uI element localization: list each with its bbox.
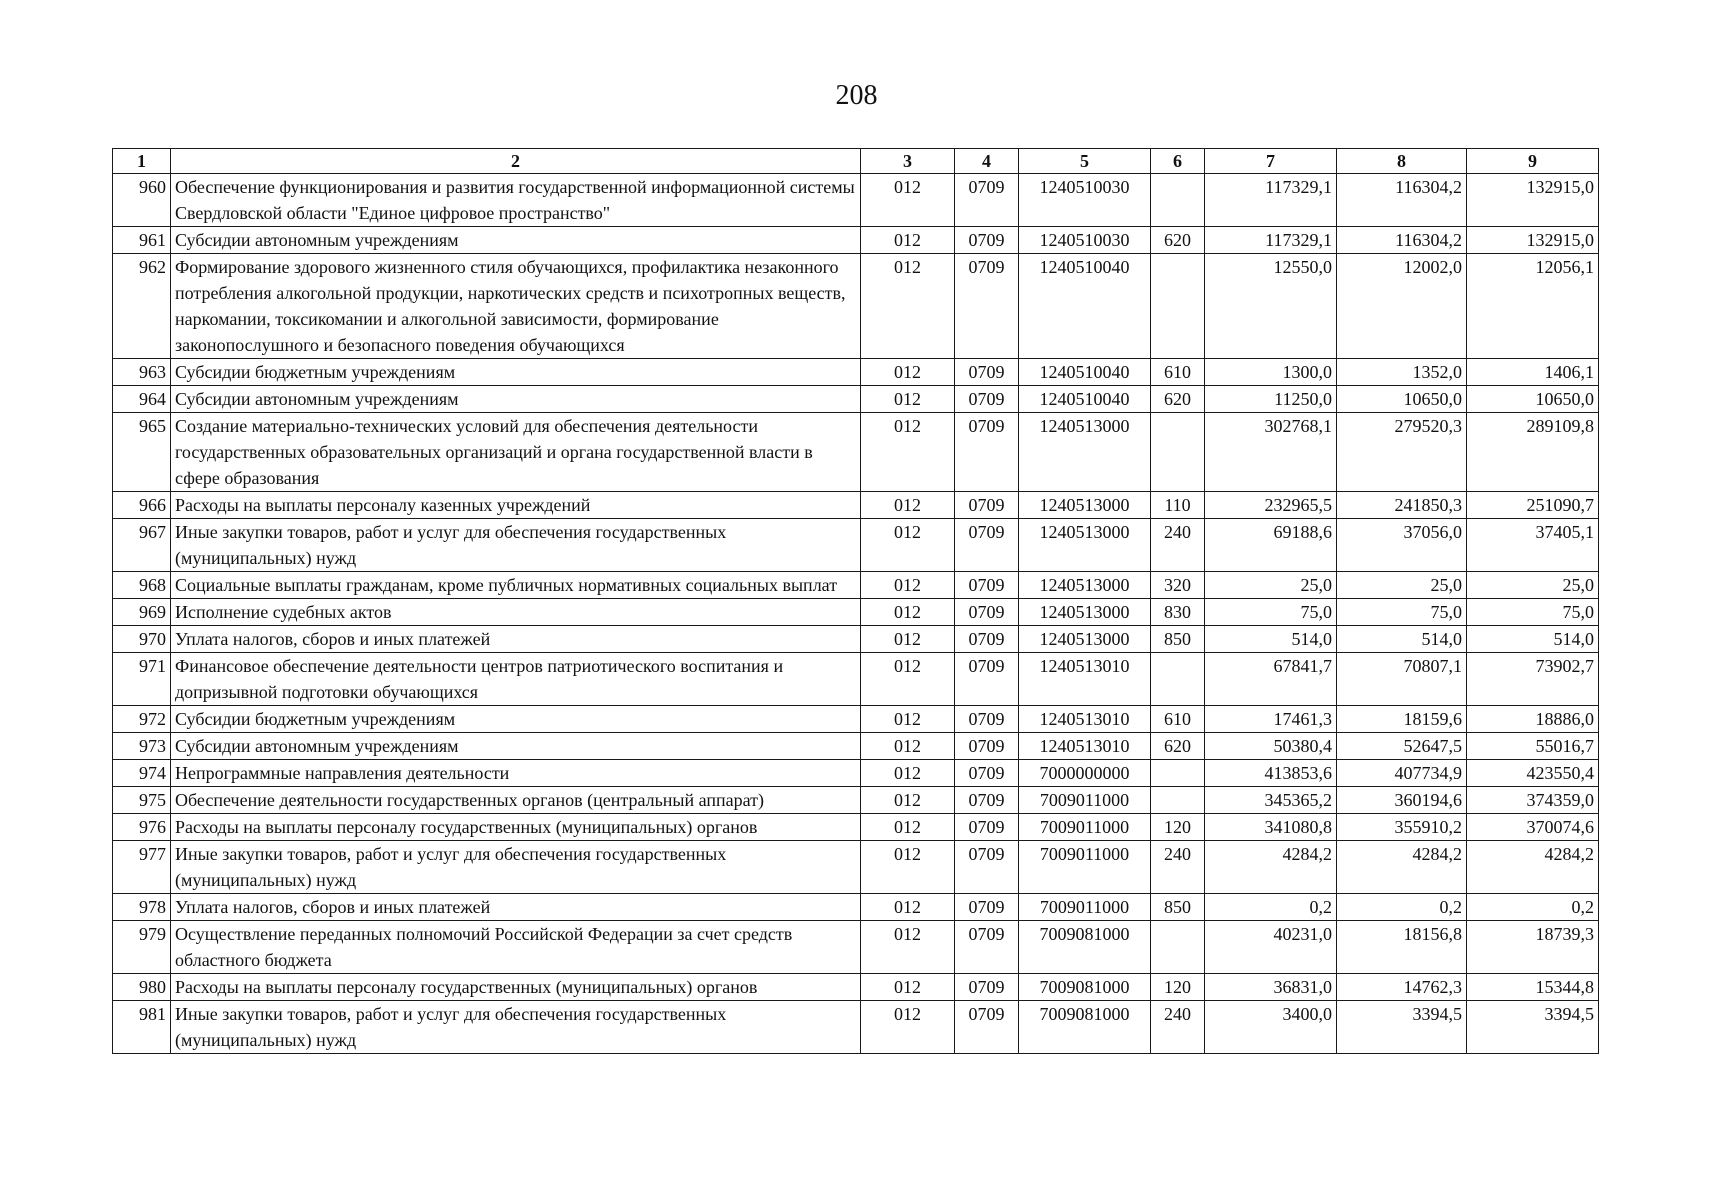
row-code-ministry: 012 [861, 814, 955, 841]
row-number: 960 [113, 174, 171, 227]
table-row [113, 359, 1599, 386]
row-code-expense-type: 110 [1151, 492, 1205, 519]
row-code-target: 1240513000 [1019, 492, 1151, 519]
row-code-target: 1240513000 [1019, 519, 1151, 572]
table-header-row [113, 149, 1599, 174]
row-amount-col7: 12550,0 [1205, 254, 1337, 359]
row-code-ministry: 012 [861, 706, 955, 733]
row-amount-col8: 241850,3 [1337, 492, 1467, 519]
row-amount-col7: 341080,8 [1205, 814, 1337, 841]
row-code-ministry: 012 [861, 760, 955, 787]
row-amount-col9: 370074,6 [1467, 814, 1599, 841]
row-amount-col9: 4284,2 [1467, 841, 1599, 894]
row-code-ministry: 012 [861, 572, 955, 599]
row-description: Субсидии бюджетным учреждениям [171, 706, 861, 733]
row-code-target: 1240513000 [1019, 626, 1151, 653]
row-description: Уплата налогов, сборов и иных платежей [171, 894, 861, 921]
row-number: 968 [113, 572, 171, 599]
table-row [113, 254, 1599, 359]
row-code-expense-type: 620 [1151, 227, 1205, 254]
row-amount-col7: 69188,6 [1205, 519, 1337, 572]
row-amount-col8: 360194,6 [1337, 787, 1467, 814]
table-row [113, 626, 1599, 653]
table-row [113, 787, 1599, 814]
row-code-section: 0709 [955, 492, 1019, 519]
row-amount-col7: 4284,2 [1205, 841, 1337, 894]
row-amount-col8: 10650,0 [1337, 386, 1467, 413]
table-row [113, 1001, 1599, 1054]
row-amount-col9: 18739,3 [1467, 921, 1599, 974]
table-row [113, 227, 1599, 254]
row-number: 969 [113, 599, 171, 626]
row-number: 973 [113, 733, 171, 760]
row-number: 974 [113, 760, 171, 787]
row-code-expense-type: 240 [1151, 841, 1205, 894]
table-row [113, 733, 1599, 760]
row-amount-col8: 18156,8 [1337, 921, 1467, 974]
row-code-ministry: 012 [861, 519, 955, 572]
row-number: 970 [113, 626, 171, 653]
row-description: Расходы на выплаты персоналу государственных (муниципальных) органов [171, 974, 861, 1001]
row-amount-col8: 407734,9 [1337, 760, 1467, 787]
row-code-target: 1240510030 [1019, 227, 1151, 254]
row-code-ministry: 012 [861, 787, 955, 814]
row-amount-col8: 4284,2 [1337, 841, 1467, 894]
row-amount-col8: 514,0 [1337, 626, 1467, 653]
row-code-target: 7009011000 [1019, 841, 1151, 894]
col-header: 8 [1337, 149, 1467, 174]
row-code-target: 7000000000 [1019, 760, 1151, 787]
row-code-section: 0709 [955, 174, 1019, 227]
row-code-section: 0709 [955, 787, 1019, 814]
row-code-target: 1240513000 [1019, 572, 1151, 599]
row-amount-col7: 302768,1 [1205, 413, 1337, 492]
table-row [113, 386, 1599, 413]
row-code-section: 0709 [955, 733, 1019, 760]
table-row [113, 492, 1599, 519]
row-code-expense-type: 850 [1151, 626, 1205, 653]
row-amount-col9: 15344,8 [1467, 974, 1599, 1001]
row-code-target: 7009011000 [1019, 814, 1151, 841]
row-code-expense-type [1151, 174, 1205, 227]
row-amount-col7: 232965,5 [1205, 492, 1337, 519]
row-code-expense-type: 320 [1151, 572, 1205, 599]
col-header: 2 [171, 149, 861, 174]
row-code-expense-type: 240 [1151, 519, 1205, 572]
row-amount-col8: 116304,2 [1337, 227, 1467, 254]
row-amount-col8: 355910,2 [1337, 814, 1467, 841]
row-amount-col8: 12002,0 [1337, 254, 1467, 359]
row-amount-col7: 117329,1 [1205, 174, 1337, 227]
row-code-ministry: 012 [861, 653, 955, 706]
row-number: 979 [113, 921, 171, 974]
table-row [113, 572, 1599, 599]
row-code-ministry: 012 [861, 841, 955, 894]
row-code-target: 7009011000 [1019, 894, 1151, 921]
row-description: Иные закупки товаров, работ и услуг для обеспечения государственных (муниципальных) нужд [171, 841, 861, 894]
row-amount-col8: 0,2 [1337, 894, 1467, 921]
row-code-expense-type [1151, 760, 1205, 787]
row-number: 976 [113, 814, 171, 841]
row-amount-col8: 3394,5 [1337, 1001, 1467, 1054]
col-header: 7 [1205, 149, 1337, 174]
row-number: 971 [113, 653, 171, 706]
table-row [113, 814, 1599, 841]
row-amount-col7: 413853,6 [1205, 760, 1337, 787]
row-amount-col8: 37056,0 [1337, 519, 1467, 572]
row-amount-col7: 17461,3 [1205, 706, 1337, 733]
row-code-expense-type: 120 [1151, 974, 1205, 1001]
row-description: Субсидии бюджетным учреждениям [171, 359, 861, 386]
page-number: 208 [835, 80, 878, 111]
row-code-target: 7009081000 [1019, 921, 1151, 974]
col-header: 6 [1151, 149, 1205, 174]
row-code-ministry: 012 [861, 413, 955, 492]
row-code-section: 0709 [955, 572, 1019, 599]
col-header: 3 [861, 149, 955, 174]
row-code-target: 1240510040 [1019, 254, 1151, 359]
row-amount-col8: 52647,5 [1337, 733, 1467, 760]
row-code-section: 0709 [955, 254, 1019, 359]
row-code-ministry: 012 [861, 227, 955, 254]
row-number: 967 [113, 519, 171, 572]
row-code-section: 0709 [955, 599, 1019, 626]
row-number: 972 [113, 706, 171, 733]
row-code-expense-type: 830 [1151, 599, 1205, 626]
row-amount-col7: 345365,2 [1205, 787, 1337, 814]
budget-table [112, 148, 1599, 1054]
row-code-section: 0709 [955, 841, 1019, 894]
row-code-expense-type: 620 [1151, 386, 1205, 413]
row-code-target: 7009011000 [1019, 787, 1151, 814]
row-amount-col7: 0,2 [1205, 894, 1337, 921]
row-code-section: 0709 [955, 413, 1019, 492]
row-amount-col9: 374359,0 [1467, 787, 1599, 814]
table-row [113, 760, 1599, 787]
row-code-ministry: 012 [861, 1001, 955, 1054]
row-code-target: 1240510030 [1019, 174, 1151, 227]
row-amount-col7: 36831,0 [1205, 974, 1337, 1001]
row-code-ministry: 012 [861, 733, 955, 760]
table-row [113, 921, 1599, 974]
row-amount-col8: 14762,3 [1337, 974, 1467, 1001]
row-code-ministry: 012 [861, 921, 955, 974]
row-code-section: 0709 [955, 386, 1019, 413]
row-code-ministry: 012 [861, 599, 955, 626]
row-amount-col8: 116304,2 [1337, 174, 1467, 227]
row-code-expense-type: 850 [1151, 894, 1205, 921]
row-amount-col9: 132915,0 [1467, 227, 1599, 254]
row-code-ministry: 012 [861, 174, 955, 227]
row-code-target: 1240513010 [1019, 733, 1151, 760]
row-code-section: 0709 [955, 974, 1019, 1001]
row-amount-col8: 279520,3 [1337, 413, 1467, 492]
row-description: Финансовое обеспечение деятельности центров патриотического воспитания и допризывной подготовки обучающихся [171, 653, 861, 706]
row-code-section: 0709 [955, 814, 1019, 841]
row-amount-col9: 0,2 [1467, 894, 1599, 921]
row-amount-col7: 514,0 [1205, 626, 1337, 653]
row-code-expense-type: 620 [1151, 733, 1205, 760]
row-code-section: 0709 [955, 760, 1019, 787]
col-header: 1 [113, 149, 171, 174]
row-description: Иные закупки товаров, работ и услуг для обеспечения государственных (муниципальных) нужд [171, 519, 861, 572]
table-row [113, 894, 1599, 921]
table-row [113, 519, 1599, 572]
row-code-expense-type [1151, 413, 1205, 492]
row-description: Субсидии автономным учреждениям [171, 227, 861, 254]
row-code-section: 0709 [955, 706, 1019, 733]
row-description: Субсидии автономным учреждениям [171, 733, 861, 760]
row-number: 963 [113, 359, 171, 386]
row-amount-col9: 55016,7 [1467, 733, 1599, 760]
row-amount-col9: 75,0 [1467, 599, 1599, 626]
row-code-ministry: 012 [861, 492, 955, 519]
row-code-expense-type: 120 [1151, 814, 1205, 841]
row-number: 975 [113, 787, 171, 814]
row-code-expense-type: 610 [1151, 706, 1205, 733]
row-number: 977 [113, 841, 171, 894]
table-row [113, 174, 1599, 227]
row-amount-col9: 10650,0 [1467, 386, 1599, 413]
row-description: Обеспечение функционирования и развития государственной информационной системы Свердловской области "Единое цифровое пространство" [171, 174, 861, 227]
row-code-target: 1240510040 [1019, 386, 1151, 413]
table-row [113, 841, 1599, 894]
row-description: Осуществление переданных полномочий Российской Федерации за счет средств областного бюджета [171, 921, 861, 974]
row-amount-col8: 75,0 [1337, 599, 1467, 626]
row-number: 961 [113, 227, 171, 254]
row-description: Исполнение судебных актов [171, 599, 861, 626]
row-description: Субсидии автономным учреждениям [171, 386, 861, 413]
row-amount-col9: 1406,1 [1467, 359, 1599, 386]
row-number: 964 [113, 386, 171, 413]
row-amount-col9: 423550,4 [1467, 760, 1599, 787]
row-code-ministry: 012 [861, 974, 955, 1001]
table-body [113, 174, 1599, 1054]
row-amount-col9: 12056,1 [1467, 254, 1599, 359]
row-code-section: 0709 [955, 1001, 1019, 1054]
row-amount-col8: 25,0 [1337, 572, 1467, 599]
row-amount-col8: 70807,1 [1337, 653, 1467, 706]
row-description: Создание материально-технических условий для обеспечения деятельности государственных образовательных организаций и органа государственной власти в сфере образования [171, 413, 861, 492]
row-amount-col7: 50380,4 [1205, 733, 1337, 760]
table-row [113, 974, 1599, 1001]
row-number: 962 [113, 254, 171, 359]
row-code-expense-type [1151, 254, 1205, 359]
row-code-target: 1240513010 [1019, 653, 1151, 706]
row-description: Расходы на выплаты персоналу государственных (муниципальных) органов [171, 814, 861, 841]
row-code-section: 0709 [955, 359, 1019, 386]
row-code-target: 7009081000 [1019, 1001, 1151, 1054]
row-description: Непрограммные направления деятельности [171, 760, 861, 787]
row-code-target: 1240510040 [1019, 359, 1151, 386]
row-amount-col9: 132915,0 [1467, 174, 1599, 227]
row-amount-col7: 67841,7 [1205, 653, 1337, 706]
row-amount-col9: 514,0 [1467, 626, 1599, 653]
row-amount-col9: 25,0 [1467, 572, 1599, 599]
row-amount-col7: 1300,0 [1205, 359, 1337, 386]
row-amount-col9: 289109,8 [1467, 413, 1599, 492]
table-row [113, 599, 1599, 626]
row-amount-col7: 40231,0 [1205, 921, 1337, 974]
row-amount-col7: 11250,0 [1205, 386, 1337, 413]
row-amount-col8: 1352,0 [1337, 359, 1467, 386]
row-code-expense-type: 610 [1151, 359, 1205, 386]
row-description: Расходы на выплаты персоналу казенных учреждений [171, 492, 861, 519]
row-code-ministry: 012 [861, 386, 955, 413]
table-row [113, 653, 1599, 706]
row-amount-col7: 25,0 [1205, 572, 1337, 599]
col-header: 5 [1019, 149, 1151, 174]
row-code-target: 7009081000 [1019, 974, 1151, 1001]
row-number: 965 [113, 413, 171, 492]
row-amount-col9: 37405,1 [1467, 519, 1599, 572]
row-number: 980 [113, 974, 171, 1001]
row-code-ministry: 012 [861, 626, 955, 653]
row-number: 981 [113, 1001, 171, 1054]
row-amount-col9: 251090,7 [1467, 492, 1599, 519]
row-description: Уплата налогов, сборов и иных платежей [171, 626, 861, 653]
row-code-target: 1240513000 [1019, 599, 1151, 626]
row-code-section: 0709 [955, 626, 1019, 653]
table-row [113, 706, 1599, 733]
row-code-target: 1240513010 [1019, 706, 1151, 733]
row-code-ministry: 012 [861, 359, 955, 386]
row-code-expense-type [1151, 787, 1205, 814]
col-header: 9 [1467, 149, 1599, 174]
row-code-expense-type [1151, 921, 1205, 974]
row-number: 978 [113, 894, 171, 921]
row-amount-col9: 73902,7 [1467, 653, 1599, 706]
row-code-section: 0709 [955, 894, 1019, 921]
row-amount-col9: 3394,5 [1467, 1001, 1599, 1054]
row-amount-col7: 3400,0 [1205, 1001, 1337, 1054]
row-code-expense-type: 240 [1151, 1001, 1205, 1054]
row-amount-col9: 18886,0 [1467, 706, 1599, 733]
row-code-ministry: 012 [861, 254, 955, 359]
row-code-section: 0709 [955, 921, 1019, 974]
row-code-target: 1240513000 [1019, 413, 1151, 492]
row-amount-col7: 75,0 [1205, 599, 1337, 626]
row-code-ministry: 012 [861, 894, 955, 921]
row-amount-col7: 117329,1 [1205, 227, 1337, 254]
row-code-expense-type [1151, 653, 1205, 706]
row-amount-col8: 18159,6 [1337, 706, 1467, 733]
row-description: Обеспечение деятельности государственных органов (центральный аппарат) [171, 787, 861, 814]
col-header: 4 [955, 149, 1019, 174]
row-code-section: 0709 [955, 519, 1019, 572]
table-row [113, 413, 1599, 492]
row-code-section: 0709 [955, 653, 1019, 706]
row-description: Иные закупки товаров, работ и услуг для обеспечения государственных (муниципальных) нужд [171, 1001, 861, 1054]
row-code-section: 0709 [955, 227, 1019, 254]
row-description: Социальные выплаты гражданам, кроме публичных нормативных социальных выплат [171, 572, 861, 599]
row-number: 966 [113, 492, 171, 519]
row-description: Формирование здорового жизненного стиля обучающихся, профилактика незаконного потребления алкогольной продукции, наркотических средств и психотропных веществ, наркомании, токсикомании и алкогольной зависимости, формирование законопослушного и безопасного поведения обучающихся [171, 254, 861, 359]
